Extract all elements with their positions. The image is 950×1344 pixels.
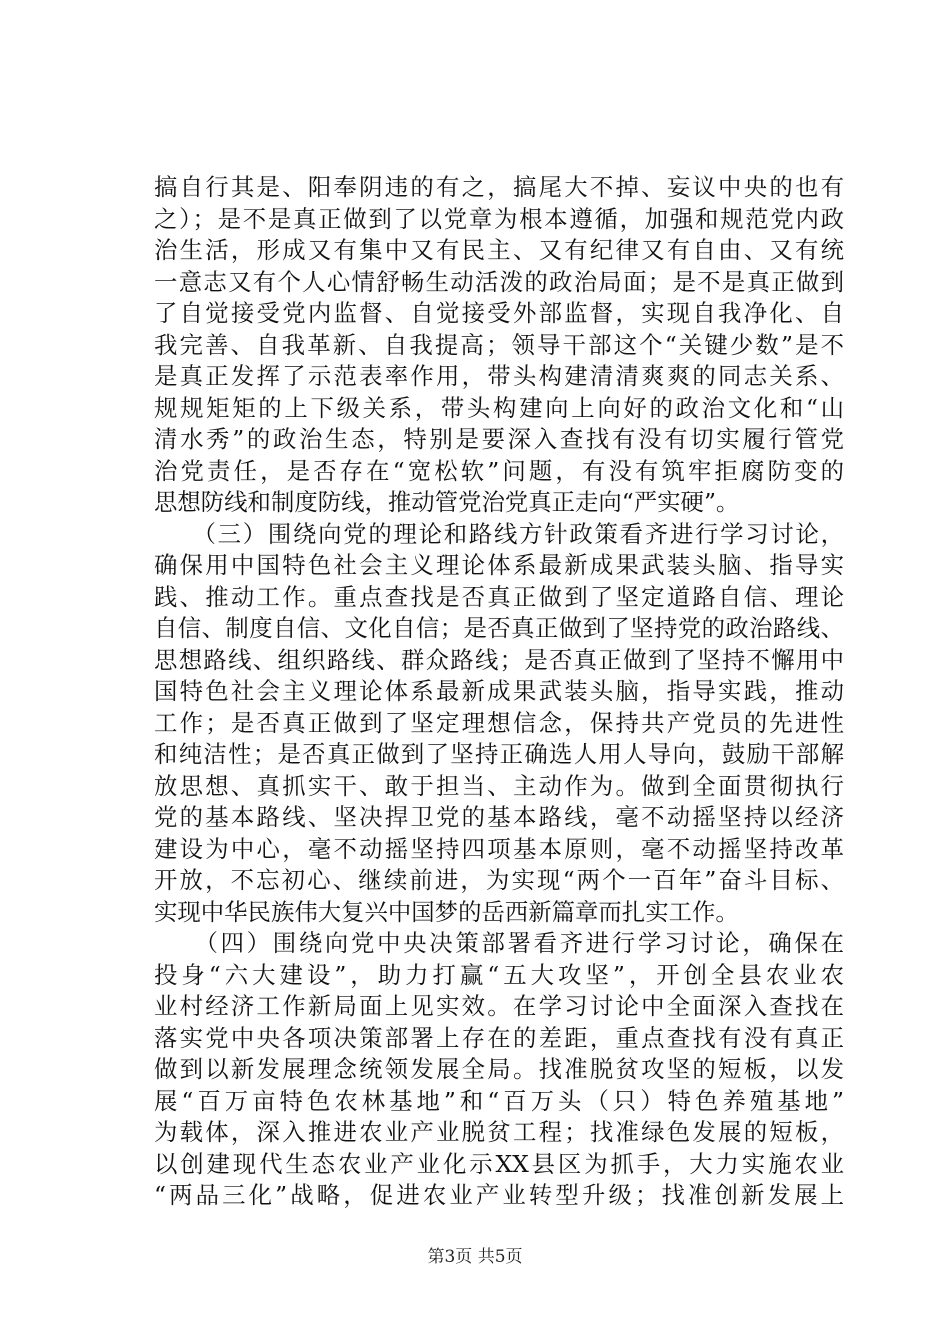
text-line: 国特色社会主义理论体系最新成果武装头脑，指导实践，推动 (154, 677, 844, 705)
text-line: 一意志又有个人心情舒畅生动活泼的政治局面；是不是真正做到 (154, 267, 844, 296)
text-line: 清水秀”的政治生态，特别是要深入查找有没有切实履行管党 (154, 425, 844, 453)
text-line: 为载体，深入推进农业产业脱贫工程；找准绿色发展的短板， (154, 1118, 844, 1146)
text-line: 我完善、自我革新、自我提高；领导干部这个“关键少数”是不 (154, 330, 844, 359)
text-line: 建设为中心，毫不动摇坚持四项基本原则，毫不动摇坚持改革 (154, 834, 844, 863)
text-line: （三）围绕向党的理论和路线方针政策看齐进行学习讨论， (154, 519, 844, 548)
text-line: 自信、制度自信、文化自信；是否真正做到了坚持党的政治路线、 (154, 614, 844, 642)
text-line: 之）；是不是真正做到了以党章为根本遵循，加强和规范党内政 (154, 204, 844, 233)
text-line: 践、推动工作。重点查找是否真正做到了坚定道路自信、理论 (154, 582, 844, 611)
page-footer: 第3页 共5页 (427, 1247, 523, 1267)
body-text (154, 172, 844, 1212)
text-line: 了自觉接受党内监督、自觉接受外部监督，实现自我净化、自 (154, 299, 844, 327)
text-line: 放思想、真抓实干、敢于担当、主动作为。做到全面贯彻执行 (154, 771, 844, 800)
text-line: 开放，不忘初心、继续前进，为实现“两个一百年”奋斗目标、 (154, 866, 844, 894)
text-line: “两品三化”战略，促进农业产业转型升级；找准创新发展上 (154, 1181, 844, 1209)
text-line: 思想路线、组织路线、群众路线；是否真正做到了坚持不懈用中 (154, 645, 844, 674)
text-line: 治党责任，是否存在“宽松软”问题，有没有筑牢拒腐防变的 (154, 456, 844, 485)
text-line: 业村经济工作新局面上见实效。在学习讨论中全面深入查找在 (154, 992, 844, 1020)
text-line: 做到以新发展理念统领发展全局。找准脱贫攻坚的短板，以发 (154, 1055, 844, 1083)
text-line: 搞自行其是、阳奉阴违的有之，搞尾大不掉、妄议中央的也有 (154, 173, 844, 201)
text-line: 党的基本路线、坚决捍卫党的基本路线，毫不动摇坚持以经济 (154, 803, 844, 831)
text-line: 治生活，形成又有集中又有民主、又有纪律又有自由、又有统 (154, 236, 844, 264)
text-line: 展“百万亩特色农林基地”和“百万头（只）特色养殖基地” (154, 1086, 844, 1115)
text-line: 以创建现代生态农业产业化示XX县区为抓手，大力实施农业 (154, 1149, 844, 1178)
text-line: 工作；是否真正做到了坚定理想信念，保持共产党员的先进性 (154, 708, 844, 737)
text-line: （四）围绕向党中央决策部署看齐进行学习讨论，确保在 (154, 929, 844, 957)
text-line: 规规矩矩的上下级关系，带头构建向上向好的政治文化和“山 (154, 393, 844, 422)
text-line: 和纯洁性；是否真正做到了坚持正确选人用人导向，鼓励干部解 (154, 740, 844, 768)
text-line: 投身“六大建设”，助力打赢“五大攻坚”，开创全县农业农 (154, 960, 844, 989)
text-line: 是真正发挥了示范表率作用，带头构建清清爽爽的同志关系、 (154, 362, 844, 390)
text-line: 确保用中国特色社会主义理论体系最新成果武装头脑、指导实 (154, 551, 844, 579)
text-line: 实现中华民族伟大复兴中国梦的岳西新篇章而扎实工作。 (154, 897, 739, 926)
text-line: 思想防线和制度防线，推动管党治党真正走向“严实硬”。 (154, 488, 740, 516)
text-line: 落实党中央各项决策部署上存在的差距，重点查找有没有真正 (154, 1023, 844, 1052)
